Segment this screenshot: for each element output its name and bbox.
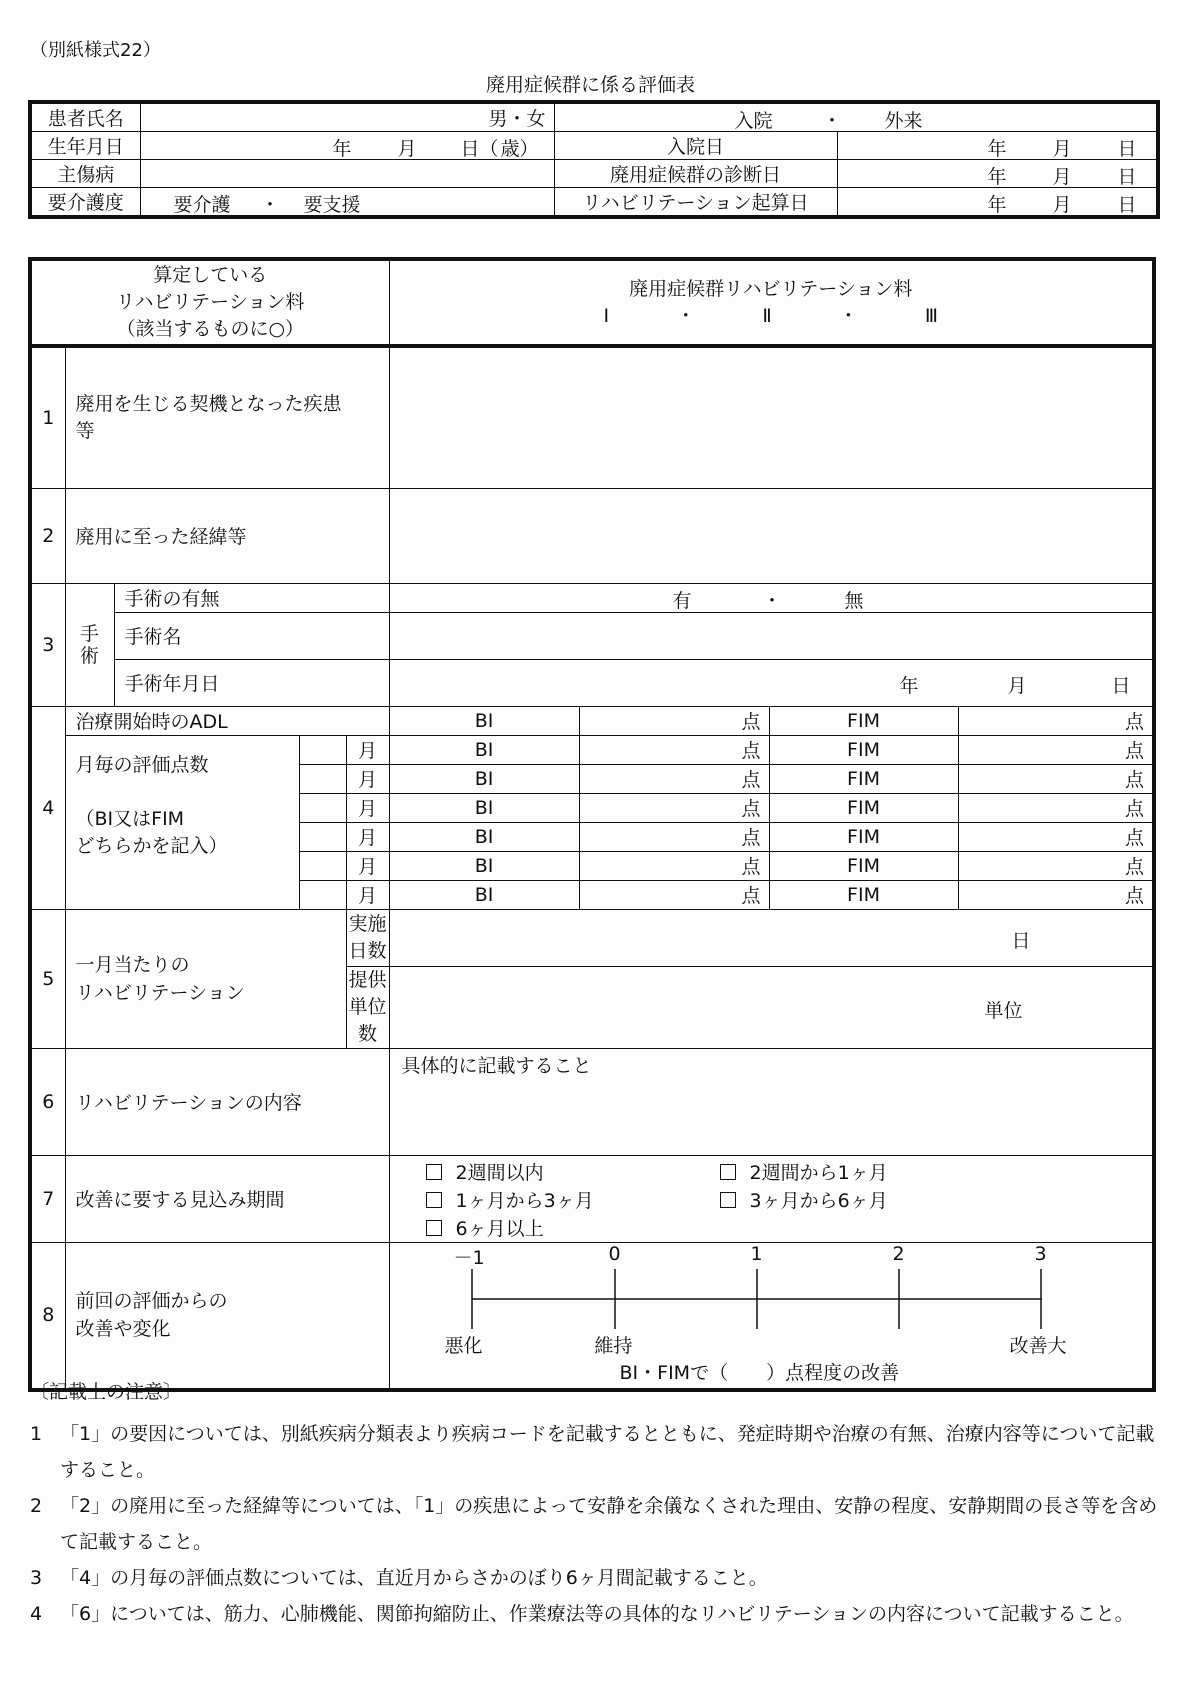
bi-score-field[interactable] <box>579 706 769 735</box>
units-label <box>346 966 389 1048</box>
year-unit: 年 <box>987 166 1007 188</box>
surgery-no-option[interactable]: 無 <box>844 590 864 612</box>
month-input[interactable] <box>299 764 346 793</box>
fim-label: FIM <box>769 793 958 822</box>
diagnosis-date-field[interactable] <box>837 160 1158 188</box>
bi-score-field[interactable] <box>579 735 769 764</box>
change-scale-cell <box>389 1242 1154 1390</box>
label-line: 月毎の評価点数 <box>75 753 209 776</box>
period-option-2[interactable] <box>720 1158 888 1185</box>
improvement-points-text[interactable]: BI・FIMで（ ）点程度の改善 <box>619 1361 900 1384</box>
year-unit: 年 <box>987 194 1007 216</box>
point-unit: 点 <box>1125 740 1145 762</box>
surgery-presence-field[interactable] <box>389 583 1154 612</box>
tick-label[interactable]: 3 <box>1034 1242 1047 1265</box>
checkbox-icon[interactable] <box>426 1192 442 1208</box>
option-label: 1ヶ月から3ヶ月 <box>455 1189 594 1212</box>
period-option-1[interactable] <box>426 1158 544 1185</box>
month-unit: 月 <box>346 735 389 764</box>
month-unit: 月 <box>346 822 389 851</box>
label-line: リハビリテーション <box>75 981 245 1004</box>
bi-label: BI <box>389 706 579 735</box>
support-required-option[interactable]: 要支援 <box>303 194 361 216</box>
year-unit: 年 <box>332 138 352 160</box>
surgery-yes-option[interactable]: 有 <box>672 590 692 612</box>
fim-score-field[interactable] <box>958 735 1154 764</box>
fim-label: FIM <box>769 735 958 764</box>
month-unit: 月 <box>346 851 389 880</box>
units-unit: 単位 <box>984 999 1023 1022</box>
label-line: 術 <box>79 644 99 667</box>
care-level-label: 要介護度 <box>30 188 140 218</box>
note-text: 「4」の月毎の評価点数については、直近月からさかのぼり6ヶ月間記載すること。 <box>60 1567 768 1589</box>
rehab-start-label: リハビリテーション起算日 <box>554 188 837 218</box>
label-line: 前回の評価からの <box>75 1290 228 1312</box>
point-unit: 点 <box>1125 769 1145 791</box>
fim-score-field[interactable] <box>958 793 1154 822</box>
units-field[interactable] <box>389 966 1154 1048</box>
month-input[interactable] <box>299 822 346 851</box>
days-unit: 日 <box>1011 930 1031 952</box>
point-unit: 点 <box>741 740 761 762</box>
care-level-field[interactable] <box>140 188 554 218</box>
fim-label: FIM <box>769 764 958 793</box>
period-option-4[interactable] <box>720 1186 888 1213</box>
scale-label-great: 改善大 <box>1009 1334 1067 1357</box>
note-number: 4 <box>30 1603 43 1625</box>
note-item <box>30 1416 1160 1488</box>
diagnosis-date-label: 廃用症候群の診断日 <box>554 160 837 188</box>
change-since-last-label <box>65 1242 389 1390</box>
fim-score-field[interactable] <box>958 706 1154 735</box>
month-input[interactable] <box>299 735 346 764</box>
fee-selection-cell[interactable] <box>389 259 1154 346</box>
bi-score-field[interactable] <box>579 880 769 909</box>
row-number: 5 <box>30 909 65 1048</box>
point-unit: 点 <box>1125 798 1145 820</box>
month-input[interactable] <box>299 793 346 822</box>
period-option-3[interactable] <box>426 1186 594 1213</box>
point-unit: 点 <box>1125 827 1145 849</box>
month-unit: 月 <box>1052 166 1072 188</box>
point-unit: 点 <box>741 769 761 791</box>
fee-option-3[interactable]: Ⅲ <box>924 304 939 327</box>
point-unit: 点 <box>741 856 761 878</box>
row-number: 7 <box>30 1155 65 1242</box>
fee-header-line: （該当するものに○） <box>116 318 305 340</box>
label-line: 単位数 <box>348 995 387 1045</box>
fee-header-line: 算定している <box>153 264 268 286</box>
adl-at-start-label: 治療開始時のADL <box>65 706 389 735</box>
month-unit: 月 <box>1052 138 1072 160</box>
rehab-content-hint: 具体的に記載すること <box>401 1054 592 1077</box>
day-unit: 日 <box>1111 675 1131 697</box>
option-label: 3ヶ月から6ヶ月 <box>749 1189 888 1212</box>
fim-score-field[interactable] <box>958 764 1154 793</box>
point-unit: 点 <box>741 798 761 820</box>
row-number: 6 <box>30 1048 65 1155</box>
bi-label: BI <box>389 735 579 764</box>
fee-option-2[interactable]: Ⅱ <box>762 304 772 327</box>
fim-score-field[interactable] <box>958 851 1154 880</box>
month-input[interactable] <box>299 851 346 880</box>
main-disease-label: 主傷病 <box>30 160 140 188</box>
day-unit: 日 <box>1117 138 1137 160</box>
label-line: （BI又はFIM <box>75 807 185 830</box>
monthly-score-label <box>65 735 299 909</box>
period-option-5[interactable] <box>426 1214 544 1241</box>
tick-label[interactable]: －1 <box>453 1246 485 1269</box>
fim-score-field[interactable] <box>958 822 1154 851</box>
month-unit: 月 <box>1052 194 1072 216</box>
rehab-start-field[interactable] <box>837 188 1158 218</box>
bi-label: BI <box>389 793 579 822</box>
rehab-content-label: リハビリテーションの内容 <box>65 1048 389 1155</box>
note-item <box>30 1560 1160 1596</box>
rehab-content-field[interactable] <box>389 1048 1154 1155</box>
row-number: 4 <box>30 706 65 909</box>
point-unit: 点 <box>741 711 761 733</box>
label-line: 一月当たりの <box>75 953 190 976</box>
surgery-name-field[interactable] <box>389 612 1154 659</box>
fee-header-line: リハビリテーション料 <box>116 291 305 313</box>
point-unit: 点 <box>741 827 761 849</box>
disuse-history-field[interactable] <box>389 488 1154 583</box>
fee-title: 廃用症候群リハビリテーション料 <box>629 277 913 300</box>
scale-label-maintain: 維持 <box>594 1334 633 1357</box>
main-disease-field[interactable] <box>140 160 554 188</box>
checkbox-icon[interactable] <box>426 1164 442 1180</box>
admission-sep: ・ <box>822 110 842 132</box>
fee-sep: ・ <box>838 304 858 327</box>
outpatient-option[interactable]: 外来 <box>884 110 923 132</box>
evaluation-table <box>28 257 1156 1392</box>
note-item <box>30 1596 1160 1632</box>
improvement-period-label: 改善に要する見込み期間 <box>65 1155 389 1242</box>
month-unit: 月 <box>346 793 389 822</box>
admission-date-field[interactable] <box>837 132 1158 160</box>
label-line: 実施 <box>348 912 387 935</box>
surgery-name-label: 手術名 <box>114 612 389 659</box>
option-label: 2週間以内 <box>455 1161 544 1184</box>
tick-label[interactable]: 0 <box>608 1242 621 1265</box>
label-line: 日数 <box>348 939 387 962</box>
row-number: 3 <box>30 583 65 706</box>
surgery-date-label: 手術年月日 <box>114 659 389 706</box>
bi-label: BI <box>389 851 579 880</box>
bi-score-field[interactable] <box>579 764 769 793</box>
label-line: どちらかを記入） <box>75 834 228 857</box>
month-unit: 月 <box>397 138 417 160</box>
point-unit: 点 <box>741 885 761 907</box>
monthly-rehab-label <box>65 909 346 1048</box>
label-line: 提供 <box>348 968 387 991</box>
note-item <box>30 1488 1160 1560</box>
day-unit: 日 <box>1117 166 1137 188</box>
checkbox-icon[interactable] <box>720 1164 736 1180</box>
fim-label: FIM <box>769 851 958 880</box>
patient-name-label: 患者氏名 <box>30 102 140 132</box>
disuse-history-label: 廃用に至った経緯等 <box>65 488 389 583</box>
fim-label: FIM <box>769 706 958 735</box>
fee-header-label <box>30 259 389 346</box>
birthdate-label: 生年月日 <box>30 132 140 160</box>
day-unit: 日 <box>1117 194 1137 216</box>
age-unit: 歳） <box>500 138 539 160</box>
option-label: 6ヶ月以上 <box>455 1217 544 1240</box>
note-text: 「2」の廃用に至った経緯等については、「1」の疾患によって安静を余儀なくされた理由、安静の程度、安静期間の長さ等を含めて記載すること。 <box>60 1495 1158 1553</box>
birthdate-field[interactable] <box>140 132 554 160</box>
notes-heading: 〔記載上の注意〕 <box>30 1381 183 1403</box>
admission-type-field[interactable] <box>554 102 1158 132</box>
bi-label: BI <box>389 822 579 851</box>
note-text: 「6」については、筋力、心肺機能、関節拘縮防止、作業療法等の具体的なリハビリテーションの内容について記載すること。 <box>60 1603 1134 1625</box>
fim-label: FIM <box>769 880 958 909</box>
bi-score-field[interactable] <box>579 793 769 822</box>
row-number: 2 <box>30 488 65 583</box>
row-number: 1 <box>30 346 65 488</box>
point-unit: 点 <box>1125 711 1145 733</box>
bi-score-field[interactable] <box>579 822 769 851</box>
label-line: 廃用を生じる契機となった疾患 <box>75 392 342 415</box>
month-unit: 月 <box>346 764 389 793</box>
improvement-period-options <box>389 1155 1154 1242</box>
checkbox-icon[interactable] <box>426 1220 442 1236</box>
option-label: 2週間から1ヶ月 <box>749 1161 888 1184</box>
fee-option-1[interactable]: Ⅰ <box>603 304 610 327</box>
note-number: 2 <box>30 1495 43 1517</box>
bi-score-field[interactable] <box>579 851 769 880</box>
admission-date-label: 入院日 <box>554 132 837 160</box>
surgery-sep: ・ <box>762 590 782 612</box>
tick-label[interactable]: 1 <box>750 1242 763 1265</box>
point-unit: 点 <box>1125 885 1145 907</box>
patient-info-table <box>28 100 1160 219</box>
document-title: 廃用症候群に係る評価表 <box>485 74 695 96</box>
notes-section <box>30 1377 1160 1632</box>
bi-label: BI <box>389 880 579 909</box>
fim-score-field[interactable] <box>958 880 1154 909</box>
note-number: 3 <box>30 1567 43 1589</box>
inpatient-option[interactable]: 入院 <box>734 110 773 132</box>
fim-label: FIM <box>769 822 958 851</box>
row-number: 8 <box>30 1242 65 1390</box>
note-text: 「1」の要因については、別紙疾病分類表より疾病コードを記載するとともに、発症時期や治療の有無、治療内容等について記載すること。 <box>60 1423 1155 1481</box>
surgery-group-label <box>65 583 114 706</box>
note-number: 1 <box>30 1423 43 1445</box>
surgery-presence-label: 手術の有無 <box>114 583 389 612</box>
care-required-option[interactable]: 要介護 <box>173 194 231 216</box>
sex-options[interactable]: 男・女 <box>488 108 546 130</box>
point-unit: 点 <box>1125 856 1145 878</box>
day-unit: 日（ <box>460 138 499 160</box>
label-line: 手 <box>79 622 99 645</box>
days-label <box>346 909 389 966</box>
month-unit: 月 <box>1007 675 1027 697</box>
year-unit: 年 <box>987 138 1007 160</box>
days-field[interactable] <box>389 909 1154 966</box>
month-input[interactable] <box>299 880 346 909</box>
form-id: （別紙様式22） <box>30 40 161 61</box>
label-line: 等 <box>75 419 95 442</box>
tick-label[interactable]: 2 <box>892 1242 905 1265</box>
surgery-date-field[interactable] <box>389 659 1154 706</box>
bi-label: BI <box>389 764 579 793</box>
checkbox-icon[interactable] <box>720 1192 736 1208</box>
month-unit: 月 <box>346 880 389 909</box>
patient-name-field[interactable] <box>140 102 554 132</box>
fee-sep: ・ <box>676 304 696 327</box>
year-unit: 年 <box>899 675 919 697</box>
label-line: 改善や変化 <box>75 1318 171 1340</box>
trigger-disease-label <box>65 346 389 488</box>
trigger-disease-field[interactable] <box>389 346 1154 488</box>
scale-label-worse: 悪化 <box>444 1334 483 1357</box>
care-sep: ・ <box>260 194 280 216</box>
